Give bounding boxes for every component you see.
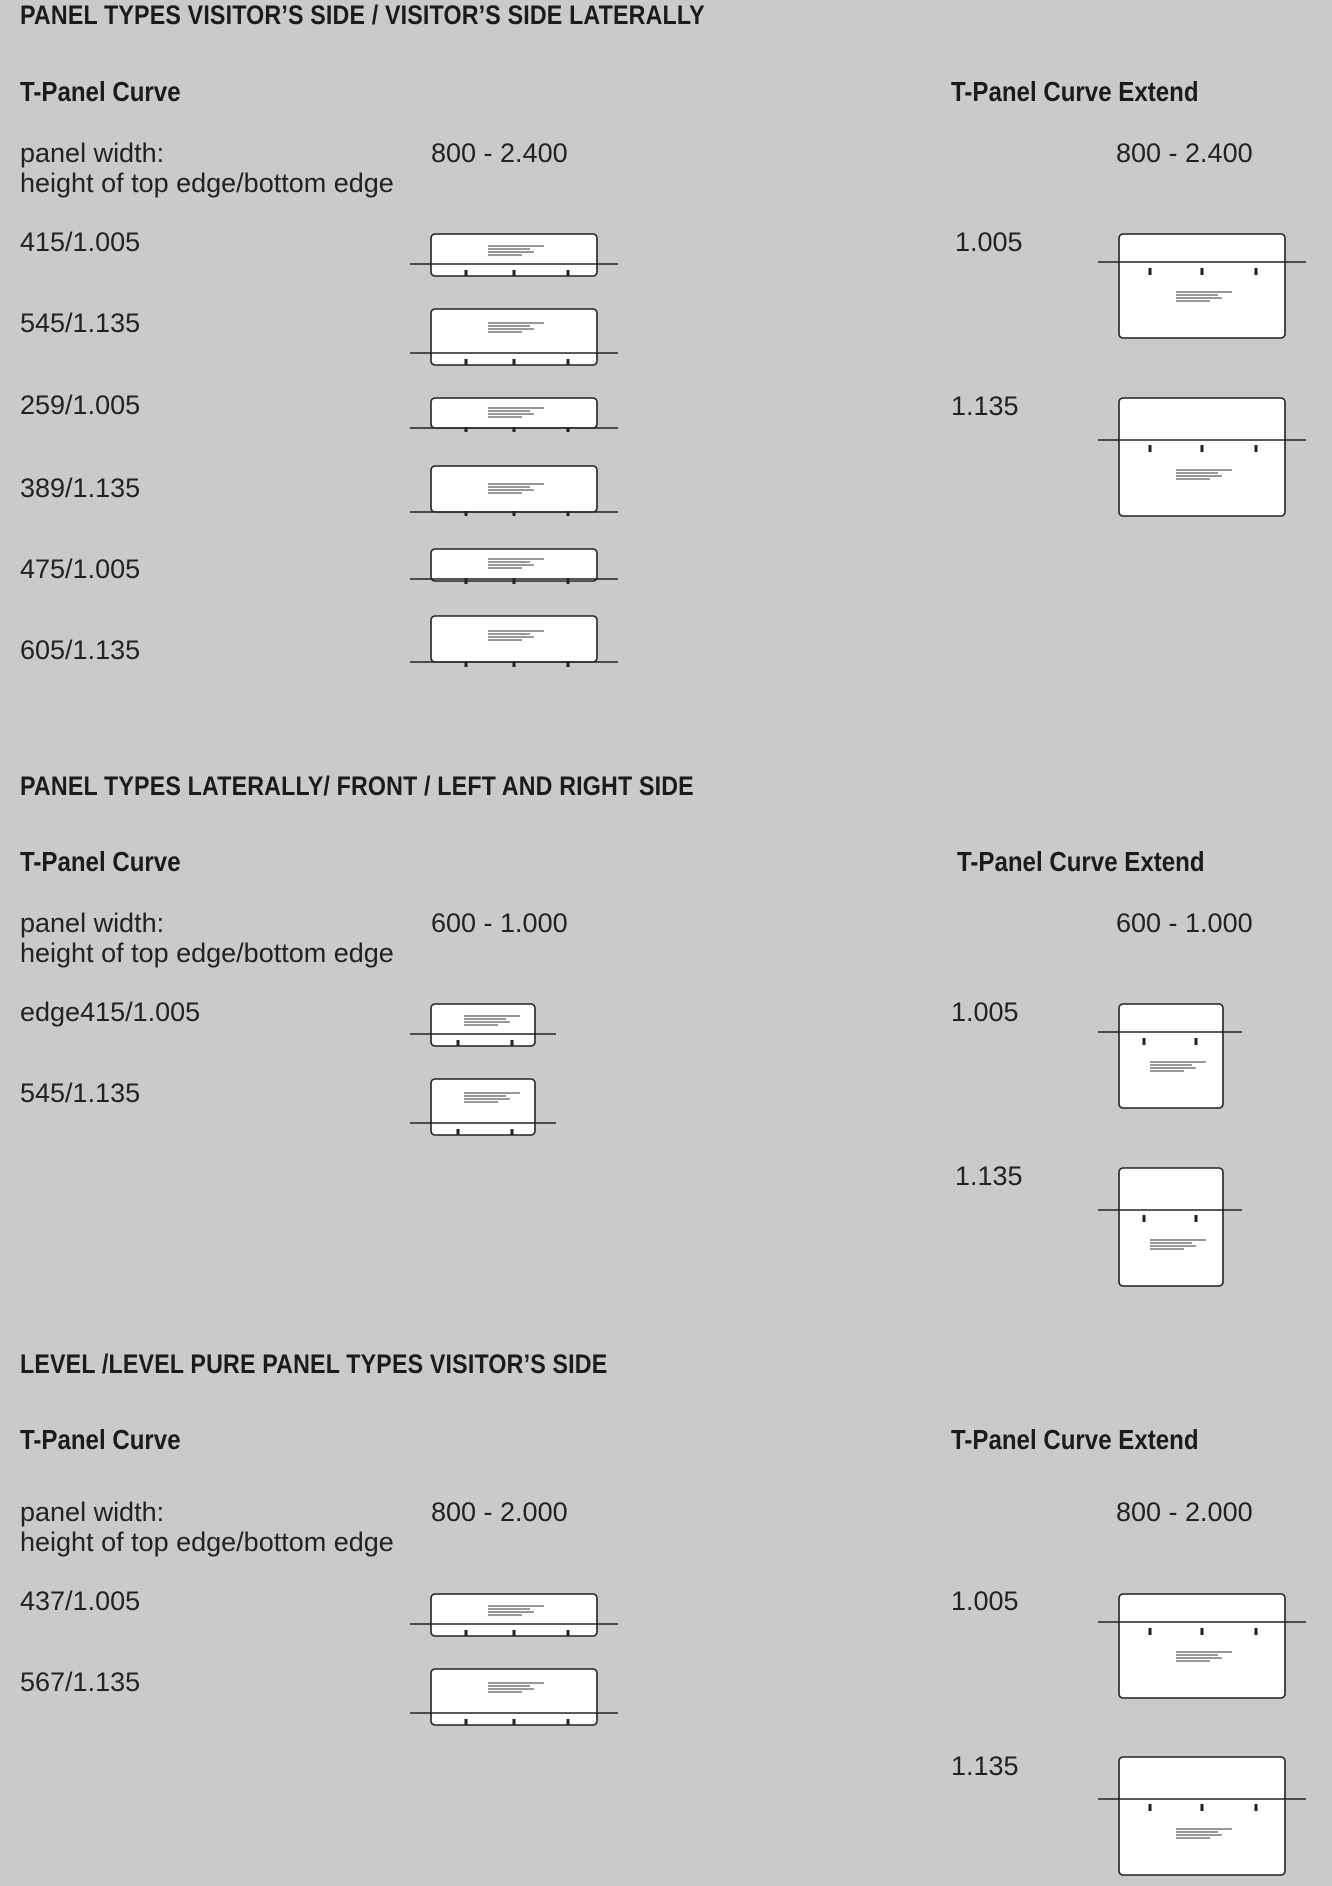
panel-curve-drawing xyxy=(410,1077,560,1139)
section-2-extend-row-label: 1.005 xyxy=(951,997,1019,1027)
section-3-right-heading: T-Panel Curve Extend xyxy=(951,1424,1199,1455)
section-1-extend-row-label: 1.005 xyxy=(955,227,1023,257)
panel-curve-drawing xyxy=(410,547,620,587)
section-1-width-label: panel width: xyxy=(20,138,165,168)
section-1-row-label: 389/1.135 xyxy=(20,473,141,503)
section-1-right-width-range: 800 - 2.400 xyxy=(1116,138,1253,168)
section-3-extend-row-label: 1.135 xyxy=(951,1751,1019,1781)
section-1-title: PANEL TYPES VISITOR’S SIDE / VISITOR’S SIDE LATERALLY xyxy=(20,0,705,30)
section-1-row-label: 545/1.135 xyxy=(20,308,141,338)
panel-curve-drawing xyxy=(410,307,620,369)
section-2-row-label: edge415/1.005 xyxy=(20,997,201,1027)
section-3-row-label: 437/1.005 xyxy=(20,1586,141,1616)
section-1-row-label: 415/1.005 xyxy=(20,227,141,257)
section-1-row-label: 475/1.005 xyxy=(20,554,141,584)
section-2-row-label: 545/1.135 xyxy=(20,1078,141,1108)
section-2-title: PANEL TYPES LATERALLY/ FRONT / LEFT AND RIGHT SIDE xyxy=(20,771,694,801)
section-3-height-label: height of top edge/bottom edge xyxy=(20,1527,394,1557)
section-1-row-label: 259/1.005 xyxy=(20,390,141,420)
section-1-left-heading: T-Panel Curve xyxy=(20,76,181,107)
panel-curve-drawing xyxy=(410,614,620,668)
panel-curve-extend-drawing xyxy=(1098,232,1308,340)
panel-curve-drawing xyxy=(410,1667,620,1729)
section-3-right-width-range: 800 - 2.000 xyxy=(1116,1497,1253,1527)
section-3-left-width-range: 800 - 2.000 xyxy=(431,1497,568,1527)
section-2-extend-row-label: 1.135 xyxy=(955,1161,1023,1191)
panel-curve-drawing xyxy=(410,464,620,518)
section-1-row-label: 605/1.135 xyxy=(20,635,141,665)
section-3-width-label: panel width: xyxy=(20,1497,165,1527)
section-1-right-heading: T-Panel Curve Extend xyxy=(951,76,1199,107)
panel-curve-drawing xyxy=(410,232,620,280)
section-1-left-width-range: 800 - 2.400 xyxy=(431,138,568,168)
section-2-height-label: height of top edge/bottom edge xyxy=(20,938,394,968)
section-3-left-heading: T-Panel Curve xyxy=(20,1424,181,1455)
section-3-title: LEVEL /LEVEL PURE PANEL TYPES VISITOR’S SIDE xyxy=(20,1349,608,1379)
panel-curve-extend-drawing xyxy=(1098,1166,1248,1288)
panel-curve-drawing xyxy=(410,396,620,434)
panel-curve-drawing xyxy=(410,1002,560,1050)
section-3-extend-row-label: 1.005 xyxy=(951,1586,1019,1616)
section-2-left-heading: T-Panel Curve xyxy=(20,846,181,877)
section-1-extend-row-label: 1.135 xyxy=(951,391,1019,421)
section-3-row-label: 567/1.135 xyxy=(20,1667,141,1697)
panel-curve-drawing xyxy=(410,1592,620,1640)
panel-curve-extend-drawing xyxy=(1098,396,1308,518)
panel-curve-extend-drawing xyxy=(1098,1002,1248,1110)
section-1-height-label: height of top edge/bottom edge xyxy=(20,168,394,198)
panel-curve-extend-drawing xyxy=(1098,1755,1308,1877)
section-2-right-width-range: 600 - 1.000 xyxy=(1116,908,1253,938)
section-2-width-label: panel width: xyxy=(20,908,165,938)
section-2-left-width-range: 600 - 1.000 xyxy=(431,908,568,938)
panel-curve-extend-drawing xyxy=(1098,1592,1308,1700)
section-2-right-heading: T-Panel Curve Extend xyxy=(957,846,1205,877)
